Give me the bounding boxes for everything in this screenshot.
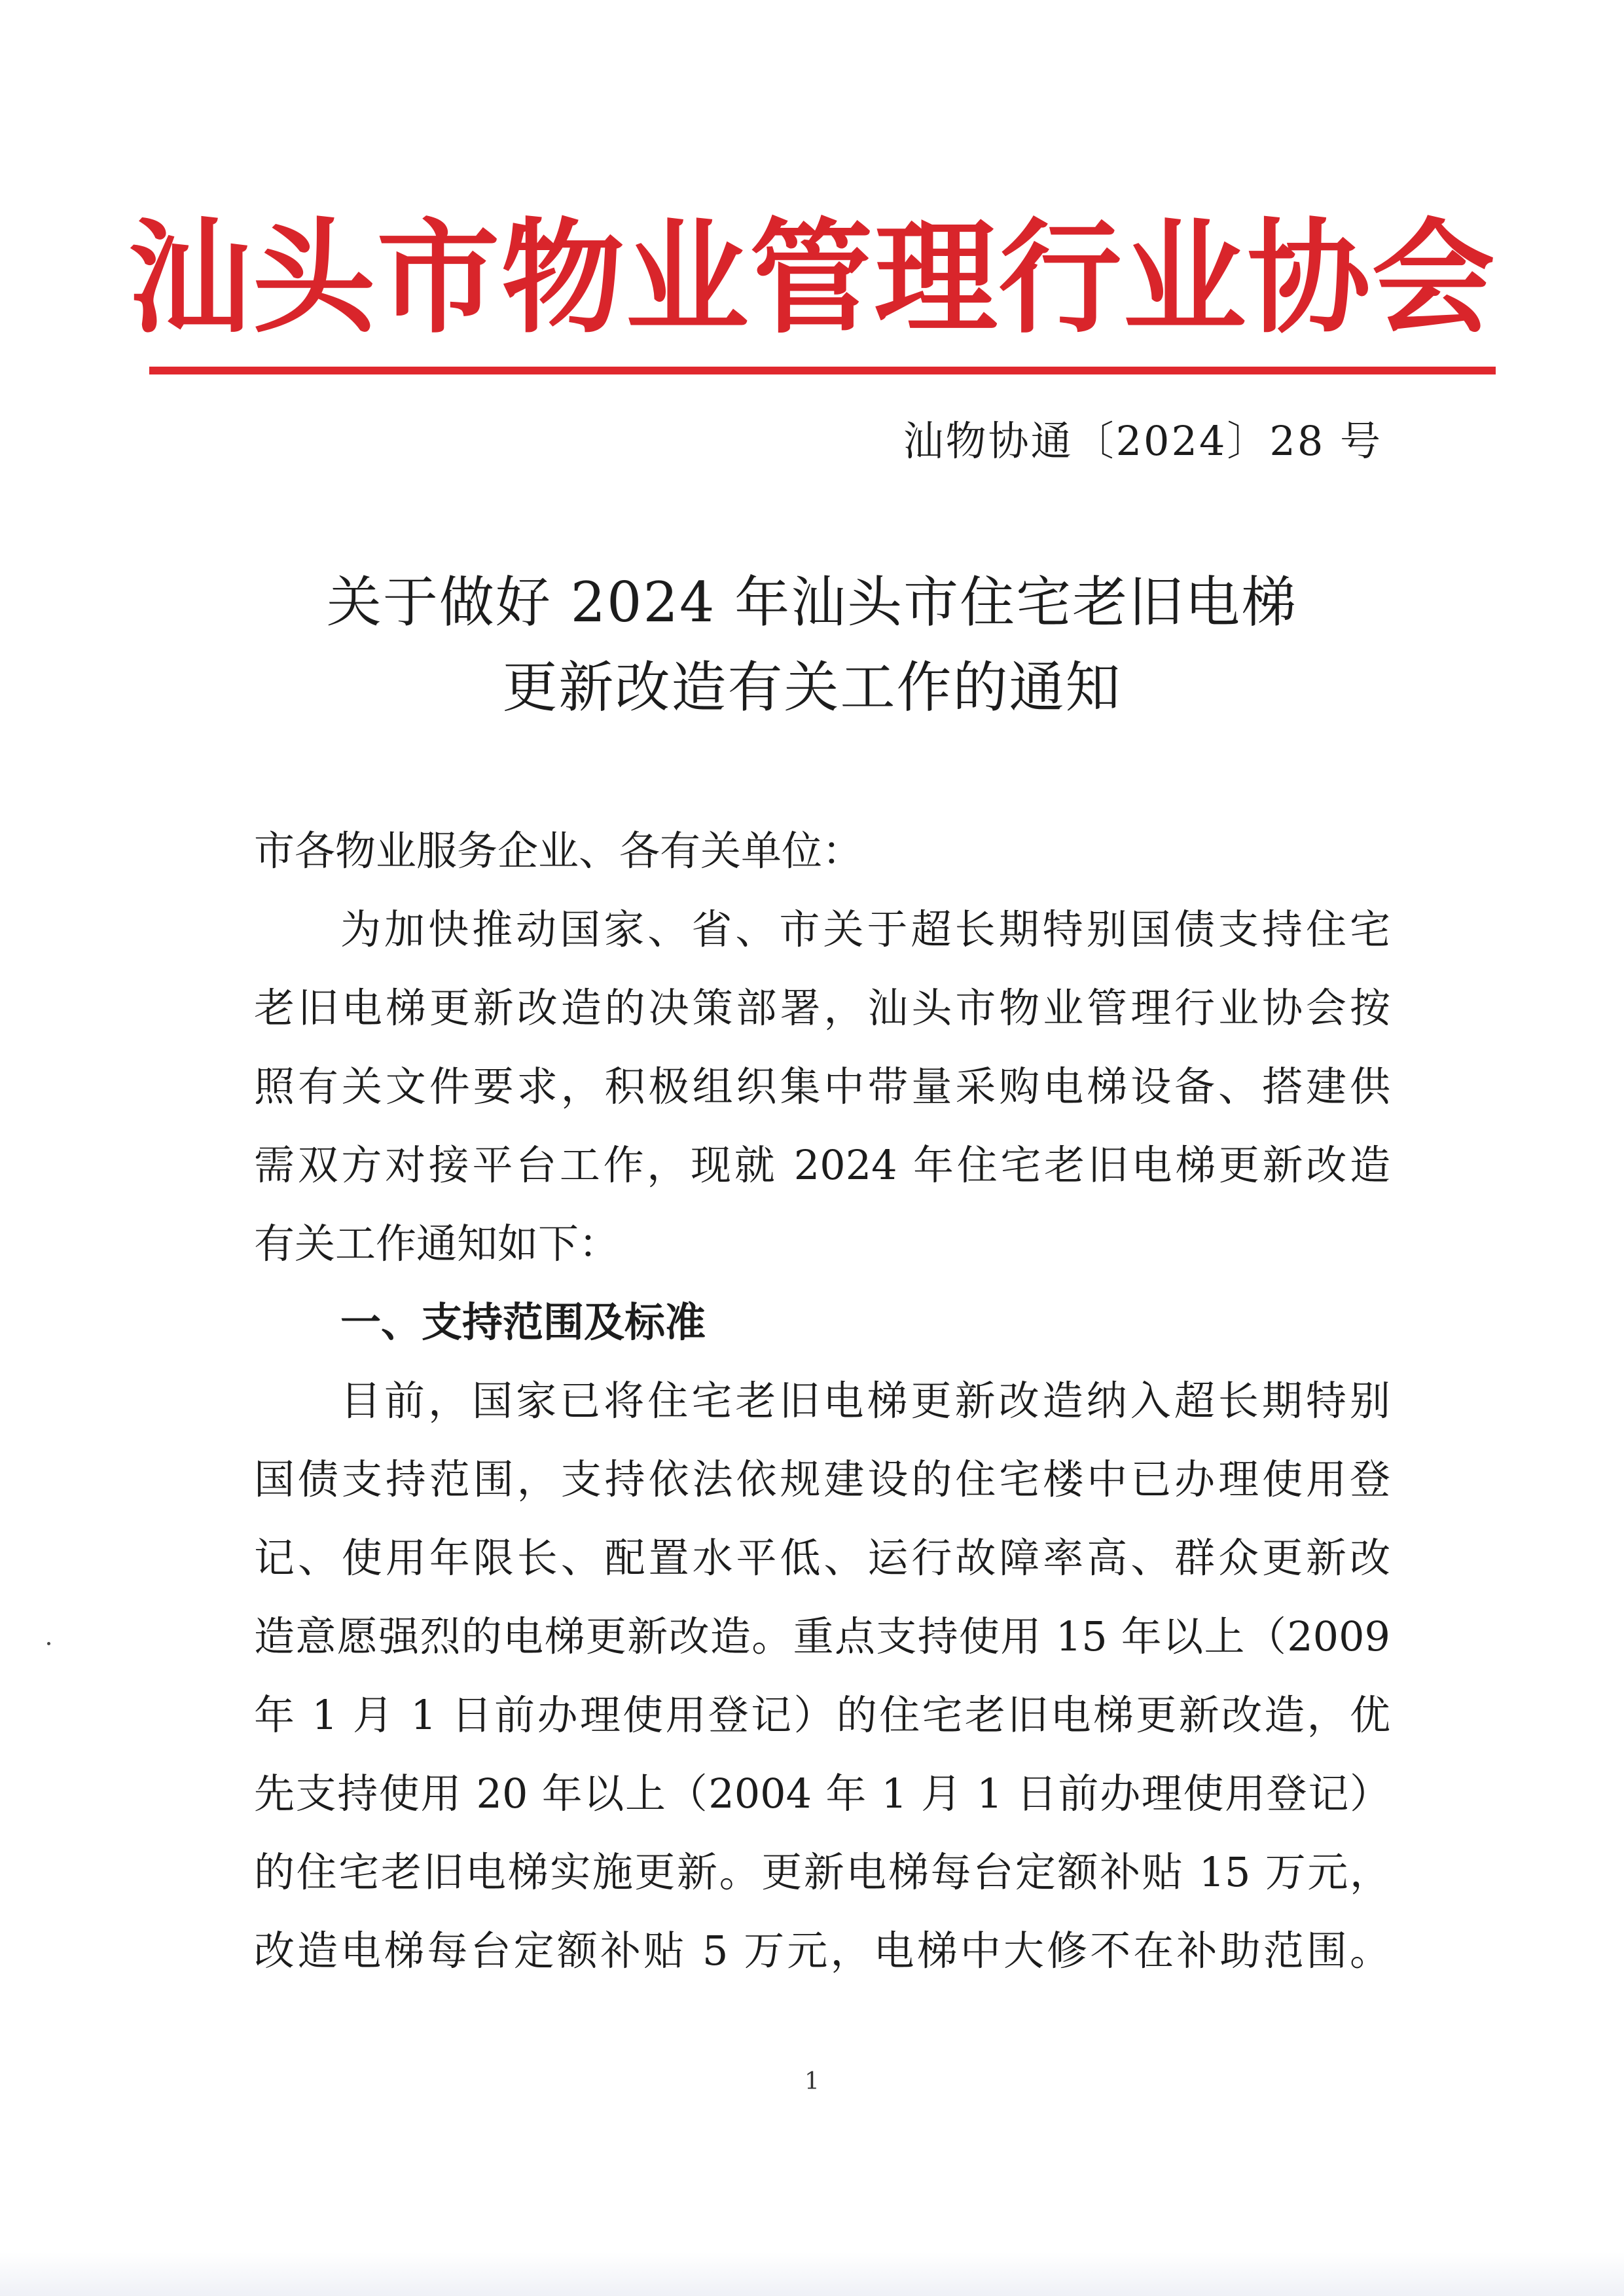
section-1-line: 国债支持范围，支持依法依规建设的住宅楼中已办理使用登 — [254, 1455, 1390, 1503]
page-number: 1 — [804, 2068, 820, 2095]
notice-title-line-2: 更新改造有关工作的通知 — [502, 655, 1122, 720]
section-1-line: 的住宅老旧电梯实施更新。更新电梯每台定额补贴 15 万元， — [254, 1848, 1390, 1896]
document-number: 汕物协通〔2024〕28 号 — [903, 417, 1382, 465]
scan-speck — [47, 1642, 50, 1645]
section-1-line: 造意愿强烈的电梯更新改造。重点支持使用 15 年以上（2009 — [254, 1613, 1390, 1660]
section-1-line: 记、使用年限长、配置水平低、运行故障率高、群众更新改 — [254, 1534, 1390, 1582]
intro-line: 需双方对接平台工作，现就 2024 年住宅老旧电梯更新改造 — [254, 1141, 1390, 1189]
scan-edge-shadow — [0, 2252, 1624, 2296]
intro-line: 照有关文件要求，积极组织集中带量采购电梯设备、搭建供 — [254, 1063, 1390, 1110]
intro-line: 老旧电梯更新改造的决策部署，汕头市物业管理行业协会按 — [254, 984, 1390, 1032]
notice-title-line-1: 关于做好 2024 年汕头市住宅老旧电梯 — [326, 570, 1298, 634]
section-1-line: 改造电梯每台定额补贴 5 万元，电梯中大修不在补助范围。 — [254, 1927, 1390, 1975]
section-1-line: 先支持使用 20 年以上（2004 年 1 月 1 日前办理使用登记） — [254, 1770, 1390, 1817]
section-1-line: 目前，国家已将住宅老旧电梯更新改造纳入超长期特别 — [340, 1377, 1390, 1425]
red-header-rule — [149, 367, 1496, 374]
section-1-line: 年 1 月 1 日前办理使用登记）的住宅老旧电梯更新改造，优 — [254, 1691, 1390, 1739]
section-1-heading: 一、支持范围及标准 — [340, 1298, 706, 1346]
intro-line: 为加快推动国家、省、市关于超长期特别国债支持住宅 — [340, 905, 1390, 953]
intro-line: 有关工作通知如下： — [254, 1220, 620, 1267]
salutation: 市各物业服务企业、各有关单位： — [254, 827, 863, 875]
org-name-header: 汕头市物业管理行业协会 — [128, 206, 1496, 350]
